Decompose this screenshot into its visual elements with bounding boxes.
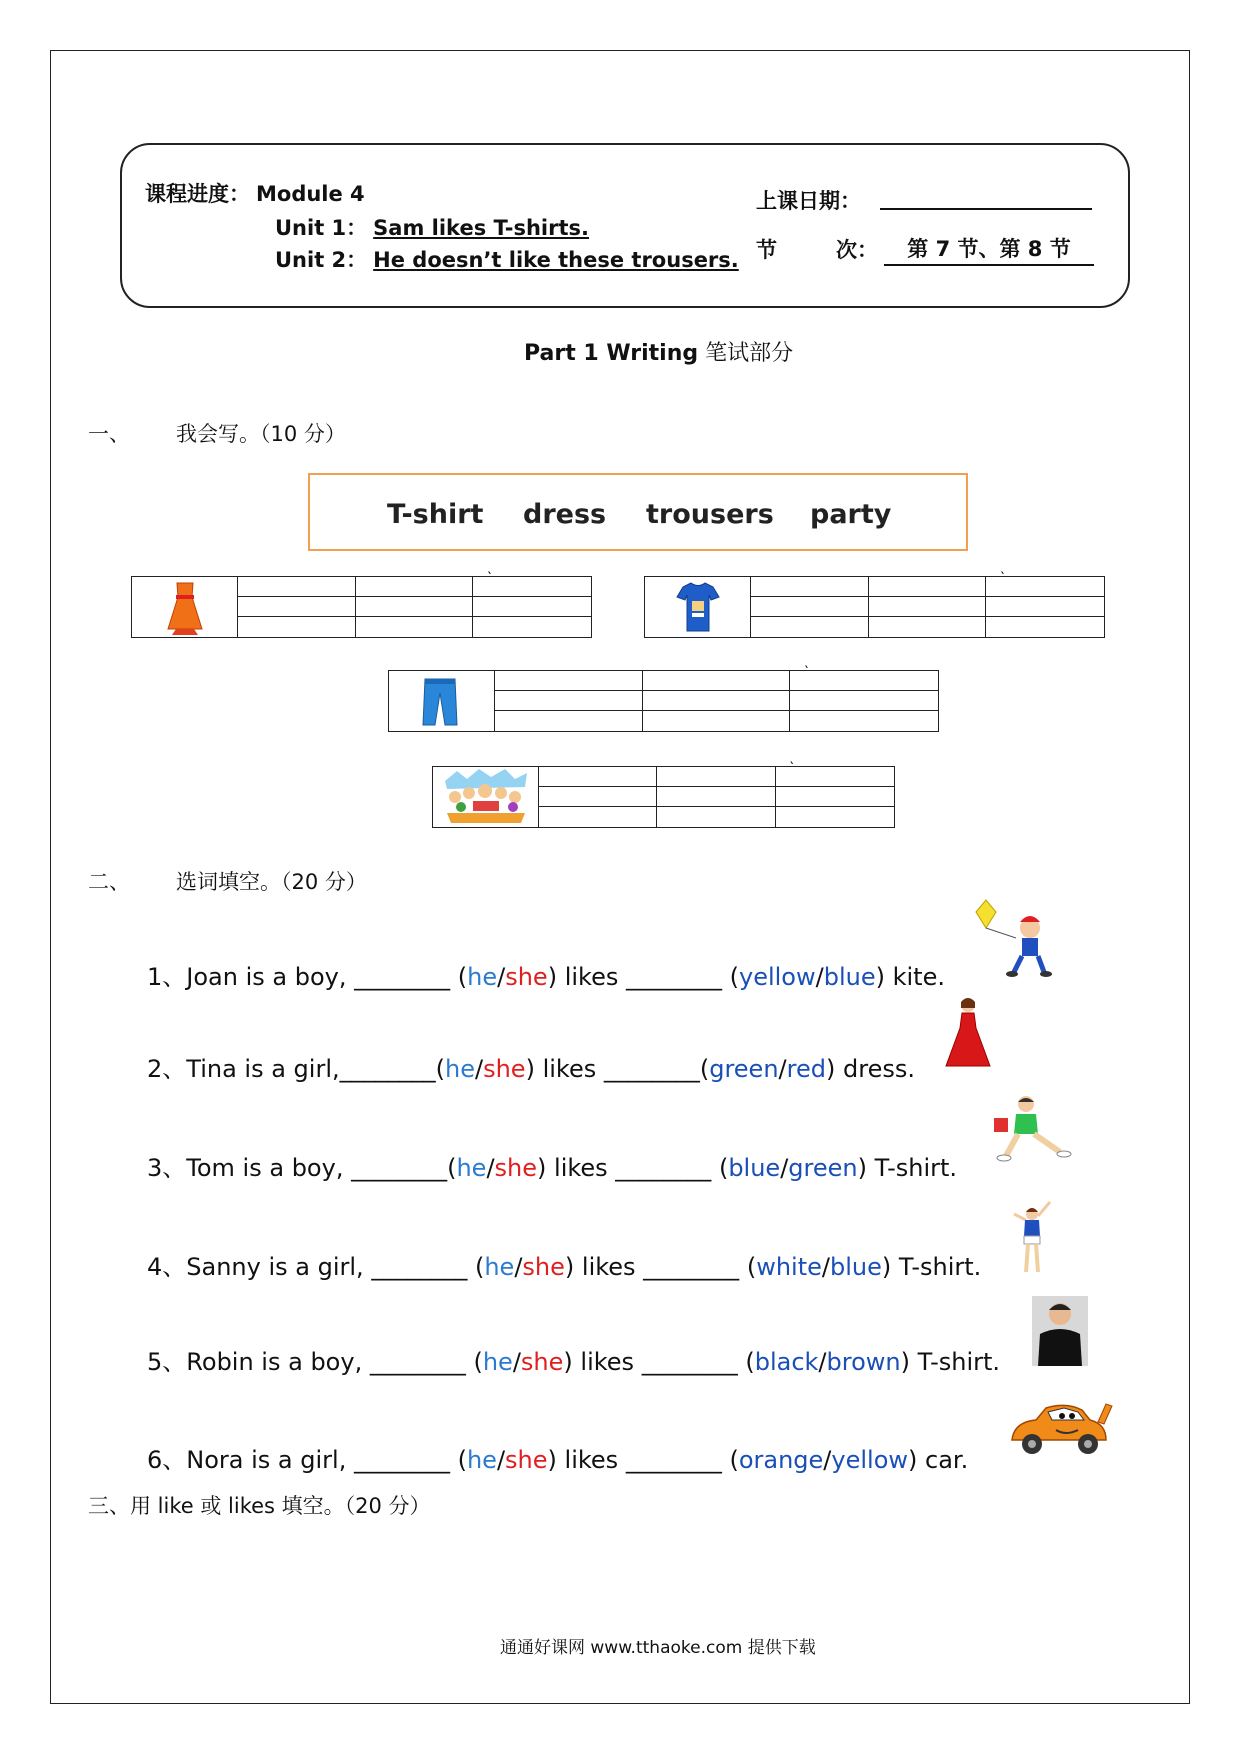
answer-blank[interactable]: ________	[625, 963, 722, 991]
option-blue: blue	[829, 1253, 882, 1281]
tick-mark: `	[485, 571, 493, 587]
writing-table-dress	[131, 571, 592, 638]
option-blue: blue	[823, 963, 876, 991]
man-black-shirt-icon	[1032, 1296, 1088, 1366]
option-brown: brown	[826, 1348, 901, 1376]
girl-dancing-icon	[1010, 1200, 1058, 1276]
tick-mark: `	[802, 665, 810, 681]
part-title-bold: Part 1 Writing	[524, 341, 699, 366]
question-5: 5、Robin is a boy, ________ (he/she) likes ________ (black/brown) T-shirt.	[147, 1348, 1001, 1376]
writing-table-tshirt	[644, 571, 1105, 638]
question-number: 1、	[147, 963, 187, 991]
word-party: party	[810, 499, 892, 530]
word-trousers: trousers	[646, 499, 774, 530]
section1-title: 我会写。（10 分）	[176, 422, 346, 446]
answer-blank[interactable]: ________	[353, 1446, 450, 1474]
option-black: black	[754, 1348, 819, 1376]
party-icon	[433, 767, 539, 827]
section3-title: 三、用 like 或 likes 填空。（20 分）	[88, 1494, 431, 1518]
question-number: 5、	[147, 1348, 187, 1376]
section2-number: 二、	[88, 870, 130, 894]
option-yellow: yellow	[831, 1446, 909, 1474]
question-number: 2、	[147, 1055, 187, 1083]
option-she: she	[505, 963, 548, 991]
answer-blank[interactable]: ________	[351, 1154, 448, 1182]
option-she: she	[494, 1154, 538, 1182]
question-1: 1、Joan is a boy, ________ (he/she) likes ________ (yellow/blue) kite.	[147, 963, 945, 991]
question-number: 3、	[147, 1154, 187, 1182]
answer-blank[interactable]: ________	[625, 1446, 722, 1474]
date-label: 上课日期：	[756, 189, 861, 213]
writing-grid[interactable]	[539, 761, 894, 827]
answer-blank[interactable]: ________	[354, 963, 451, 991]
tshirt-icon	[645, 577, 751, 637]
tick-mark: `	[998, 571, 1006, 587]
session-label-1: 节	[756, 238, 777, 262]
section2-title: 选词填空。（20 分）	[176, 870, 367, 894]
question-subject: Sanny is a girl,	[186, 1253, 372, 1281]
question-6: 6、Nora is a girl, ________ (he/she) likes ________ (orange/yellow) car.	[147, 1446, 969, 1474]
option-he: he	[456, 1154, 487, 1182]
word-tshirt: T-shirt	[387, 499, 484, 530]
unit1-label: Unit 1：	[275, 216, 368, 240]
boy-running-icon	[990, 1094, 1074, 1162]
date-blank[interactable]	[880, 208, 1092, 210]
option-he: he	[466, 1446, 497, 1474]
option-she: she	[505, 1446, 548, 1474]
question-3: 3、Tom is a boy, ________(he/she) likes ________ (blue/green) T-shirt.	[147, 1154, 958, 1182]
unit1-line	[275, 212, 589, 242]
section1-number: 一、	[88, 422, 130, 446]
writing-grid[interactable]	[751, 571, 1104, 637]
question-number: 4、	[147, 1253, 187, 1281]
option-she: she	[522, 1253, 565, 1281]
unit1-title: Sam likes T-shirts.	[373, 216, 589, 240]
trousers-icon	[389, 671, 495, 731]
module-name: Module 4	[256, 182, 365, 206]
unit2-label: Unit 2：	[275, 248, 368, 272]
option-red: red	[786, 1055, 826, 1083]
answer-blank[interactable]: ________	[339, 1055, 436, 1083]
answer-blank[interactable]: ________	[643, 1253, 740, 1281]
progress-label: 课程进度：	[145, 182, 250, 206]
option-green: green	[788, 1154, 858, 1182]
boy-kite-icon	[968, 898, 1058, 980]
unit2-line	[275, 244, 739, 274]
trousers-picture	[389, 671, 495, 731]
girl-dress-icon	[940, 996, 996, 1070]
question-number: 6、	[147, 1446, 187, 1474]
dress-icon	[132, 577, 238, 637]
option-green: green	[709, 1055, 779, 1083]
option-blue: blue	[728, 1154, 781, 1182]
option-she: she	[483, 1055, 526, 1083]
progress-line	[145, 178, 365, 208]
part-title	[524, 336, 793, 367]
question-2: 2、Tina is a girl,________(he/she) likes ________(green/red) dress.	[147, 1055, 915, 1083]
tshirt-picture	[645, 577, 751, 637]
writing-grid[interactable]	[495, 665, 938, 731]
option-he: he	[467, 963, 498, 991]
option-orange: orange	[738, 1446, 824, 1474]
unit2-title: He doesn’t like these trousers.	[373, 248, 739, 272]
footer-credit: 通通好课网 www.tthaoke.com 提供下载	[500, 1638, 816, 1658]
answer-blank[interactable]: ________	[641, 1348, 738, 1376]
part-title-rest: 笔试部分	[705, 341, 794, 366]
orange-car-icon	[1006, 1396, 1114, 1466]
option-white: white	[756, 1253, 822, 1281]
session-label-2: 次：	[836, 238, 878, 262]
question-subject: Joan is a boy,	[186, 963, 355, 991]
writing-table-trousers	[388, 665, 939, 732]
word-dress: dress	[523, 499, 607, 530]
party-picture	[433, 767, 539, 827]
answer-blank[interactable]: ________	[371, 1253, 468, 1281]
tick-mark: `	[787, 761, 795, 777]
writing-grid[interactable]	[238, 571, 591, 637]
option-yellow: yellow	[738, 963, 816, 991]
dress-picture	[132, 577, 238, 637]
answer-blank[interactable]: ________	[603, 1055, 700, 1083]
word-bank-box	[308, 473, 968, 551]
answer-blank[interactable]: ________	[615, 1154, 712, 1182]
writing-table-party	[432, 761, 895, 828]
question-subject: Nora is a girl,	[186, 1446, 354, 1474]
session-value: 第 7 节、第 8 节	[884, 233, 1094, 266]
option-he: he	[445, 1055, 475, 1083]
option-he: he	[482, 1348, 513, 1376]
lesson-info-box	[120, 143, 1130, 308]
question-subject: Tom is a boy,	[186, 1154, 352, 1182]
question-4: 4、Sanny is a girl, ________ (he/she) likes ________ (white/blue) T-shirt.	[147, 1253, 982, 1281]
option-she: she	[520, 1348, 564, 1376]
question-subject: Robin is a boy,	[186, 1348, 370, 1376]
answer-blank[interactable]: ________	[369, 1348, 466, 1376]
option-he: he	[484, 1253, 515, 1281]
question-subject: Tina is a girl,	[186, 1055, 340, 1083]
